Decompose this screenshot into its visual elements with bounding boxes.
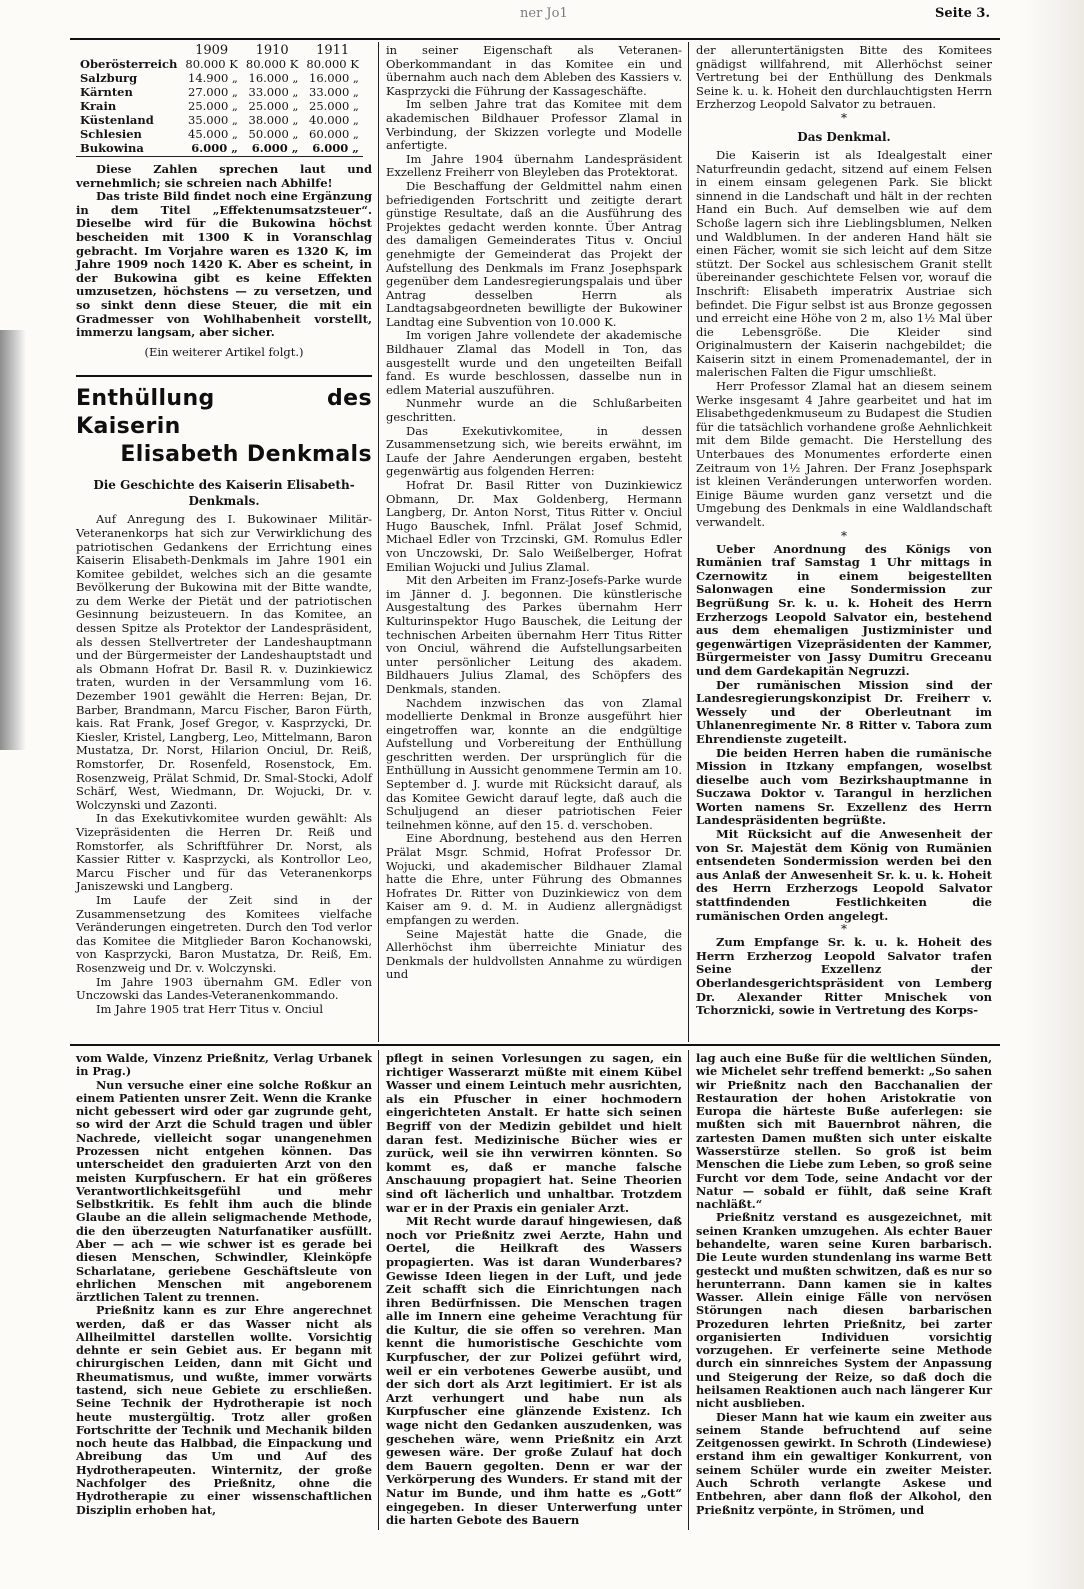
table-cell: Kärnten bbox=[80, 85, 133, 100]
paragraph: Die Kaiserin ist als Idealgestalt einer Naturfreundin gedacht, sitzend auf einem Felsen in einem einsam gelegenen Park. Sie blickt sinnend in die Landschaft und hält in der rechten Hand ein Buch. Auf demselben wie auf dem Schoße lagern sich ihre Lieblingsblumen, Nelken und Waldblumen. In der anderen Hand hält sie einen Fächer, womit sie sich leicht auf dem Sitze stützt. Der Sockel aus schlesischem Granit stellt übereinander geschichtete Felsen vor, worauf die Inschrift: Elisabeth imperatrix Austriae sich befindet. Die Figur selbst ist aus Bronze gegossen und erreicht eine Höhe von 2 m, also 1½ Mal über die Lebensgröße. Die Kleider sind Originalmustern der Kaiserin nachgebildet; die Kaiserin sitzt in einem Promenademantel, der in malerischen Falten die Figur umschließt. bbox=[696, 147, 992, 380]
paragraph: Eine Abordnung, bestehend aus den Herren Prälat Msgr. Schmid, Hofrat Professor Dr. Wojucki, und akademischer Bildhauer Zlamal hatte die Ehre, unter Führung des Obmannes Hofrates Dr. Ritter von Duzinkiewicz von dem Kaiser am 9. d. M. in Audienz allergnädigst empfangen zu werden. bbox=[386, 831, 682, 927]
table-row bbox=[76, 72, 363, 86]
table-cell: 80.000 K bbox=[306, 57, 359, 72]
article-divider bbox=[76, 375, 372, 377]
paragraph: Ueber Anordnung des Königs von Rumänien traf Samstag 1 Uhr mittags in Czernowitz in einem beigestellten Salonwagen eine Sondermission zur Begrüßung Sr. k. u. k. Hoheit des Herrn Erzherzogs Leopold Salvator ein, bestehend aus dem ehemaligen Justizminister und gegenwärtigen Vizepräsidenten der Kammer, Bürgermeister von Jassy Dumitru Greceanu und dem Gardekapitän Negruzzi. bbox=[696, 541, 992, 678]
paragraph: in seiner Eigenschaft als Veteranen-Oberkommandant in das Komitee ein und übernahm auch nach dem Ableben des Kassiers v. Kasprzycki die Führung der Kassageschäfte. bbox=[386, 43, 682, 98]
paragraph: Herr Professor Zlamal hat an diesem seinem Werke insgesamt 4 Jahre gearbeitet und hat im Elisabethgedenkmuseum zu Budapest die Studien für die tatsächlich vorhandene große Aehnlichkeit mit dem Bilde gemacht. Die Herstellung des Unterbaues des Monumentes erforderte einen Zeitraum von 1½ Jahren. Der Franz Josephspark ist kleinen Veränderungen unterworfen worden. Einige Bäume wurden ganz versetzt und die Umgebung des Denkmals in eine Waldlandschaft verwandelt. bbox=[696, 379, 992, 529]
scan-shadow bbox=[0, 330, 26, 750]
top-rule bbox=[70, 38, 1000, 40]
headline-line-2: Elisabeth Denkmals bbox=[120, 442, 372, 468]
paragraph: Im Laufe der Zeit sind in der Zusammensetzung des Komitees vielfache Veränderungen eingetreten. Durch den Tod verlor das Komitee die Mitglieder Baron Kochanowski, von Kasprzycki, Baron Mustatza, Dr. Reiß, Em. Rosenzweig und Dr. v. Wolczynski. bbox=[76, 892, 372, 975]
subheadline: Die Geschichte des Kaiserin Elisabeth-Denkmals. bbox=[93, 478, 355, 509]
paragraph: Auf Anregung des I. Bukowinaer Militär-Veteranenkorps hat sich zur Verwirklichung des patriotischen Gedankens der Errichtung eines Kaiserin Elisabeth-Denkmals im Jahre 1901 ein Komitee gebildet, welches sich an die gesamte Bevölkerung der Bukowina mit der Bitte wandte, zu dem Werke der Pietät und der patriotischen Gesinnung beizusteuern. In das Komitee, an dessen Spitze als Protektor der Landespräsident, als dessen Stellvertreter der Landeshauptmann und der Bürgermeister der Landeshauptstadt und als Obmann Hofrat Dr. Basil R. v. Duzinkiewicz traten, wurden in der Versammlung vom 16. Dezember 1901 gewählt die Herren: Bejan, Dr. Barber, Brandmann, Marcu Fischer, Baron Fürth, kais. Rat Frank, Josef Gregor, v. Kasprzycki, Dr. Kiesler, Kristel, Langberg, Leo, Mittelmann, Baron Mustatza, Dr. Norst, Hilarion Onciul, Dr. Reiß, Romstorfer, Dr. Rosenfeld, Rosenstock, Em. Rosenzweig, Prälat Schmid, Dr. Smal-Stocki, Adolf Schärf, West, Wiedmann, Dr. Wojucki, Dr. v. Wolczynski und Zazonti. bbox=[76, 512, 372, 812]
paragraph: Mit den Arbeiten im Franz-Josefs-Parke wurde im Jänner d. J. begonnen. Die künstlerische Ausgestaltung des Parkes übernahm Herr Kulturinspektor Hugo Bauschek, die Leitung der technischen Arbeiten übernahm Herr Titus Ritter von Onciul, während die Aufstellungsarbeiten unter persönlicher Leitung des akadem. Bildhauers Julius Zlamal, des Schöpfers des Denkmals, standen. bbox=[386, 573, 682, 696]
paragraph: vom Walde, Vinzenz Prießnitz, Verlag Urbanek in Prag.) bbox=[76, 1051, 372, 1079]
table-cell: 16.000 „ bbox=[248, 71, 299, 86]
section-star: * bbox=[841, 528, 847, 543]
section-rule bbox=[70, 1044, 1000, 1046]
continuation-note: (Ein weiterer Artikel folgt.) bbox=[144, 344, 304, 359]
table-cell: Salzburg bbox=[80, 71, 138, 86]
paragraph: Mit Rücksicht auf die Anwesenheit der von Sr. Majestät dem König von Rumänien entsendeten Sondermission werden bei den aus Anlaß der Anwesenheit Sr. k. u. k. Hoheit des Herrn Erzherzogs Leopold Salvator stattfindenden Festlichkeiten die rumänischen Orden angelegt. bbox=[696, 827, 992, 923]
section-title: Das Denkmal. bbox=[797, 129, 891, 144]
paragraph: Prießnitz verstand es ausgezeichnet, mit seinen Kranken umzugehen. Als echter Bauer behandelte, waren seine Kuren barbarisch. Die Leute wurden stundenlang ins warme Bett gesteckt und mußten schwitzen, daß es nur so herunterrann. Dann kamen sie in kaltes Wasser. Allein einige Fälle von nervösen Störungen nach diesen barbarischen Prozeduren lehrten Prießnitz, bei zarter organisierten Individuen vorsichtig vorzugehen. Er verfeinerte seine Methode durch ein sinnreiches System der Anpassung und Steigerung der Reize, so daß doch die heilsamen Reaktionen auch nach längerer Kur nicht ausblieben. bbox=[696, 1210, 992, 1411]
column-3 bbox=[696, 44, 992, 1018]
paragraph: Diese Zahlen sprechen laut und vernehmlich; sie schreien nach Abhilfe! bbox=[76, 162, 372, 190]
table-header-cell: 1911 bbox=[316, 43, 350, 59]
paragraph: Zum Empfange Sr. k. u. k. Hoheit des Herrn Erzherzog Leopold Salvator trafen Seine Exzellenz der Oberlandesgerichtspräsident von Lemberg Dr. Alexander Ritter Mnischek von Tchorznicki, sowie in Vertretung des Korps- bbox=[696, 935, 992, 1018]
paragraph: der alleruntertänigsten Bitte des Komitees gnädigst willfahrend, mit Allerhöchst seiner Vertretung bei der Enthüllung des Denkmals Seine k. u. k. Hoheit den durchlauchtigsten Herrn Erzherzog Leopold Salvator zu betrauen. bbox=[696, 43, 992, 112]
bottom-column-2 bbox=[386, 1052, 682, 1528]
paragraph: Mit Recht wurde darauf hingewiesen, daß noch vor Prießnitz zwei Aerzte, Hahn und Oertel, die Heilkraft des Wassers propagierten. Was ist daran Wunderbares? Gewisse Ideen liegen in der Luft, und jede Zeit schafft sich die Einrichtungen nach ihren Bedürfnissen. Die Menschen tragen alle im Innern eine geheime Verachtung für die Kultur, die sie offen so verehren. Man kennt die humoristische Geschichte vom Kurpfuscher, der zur Polizei geführt wird, weil er ein verbotenes Gewerbe ausübt, und der sich dort als Arzt legitimiert. Er ist als Arzt verhungert und habe nun als Kurpfuscher eine glänzende Existenz. Ich wage nicht den Gedanken auszudenken, was geschehen wäre, wenn Prießnitz ein Arzt gewesen wäre. Der große Zulauf hat doch dem Bauern gegolten. Denn er war der Verkörperung des Wunders. Er stand mit der Natur im Bunde, und ihm hatte es „Gott“ eingegeben. In dieser Unterwerfung unter die harten Gebote des Bauern bbox=[386, 1214, 682, 1528]
paragraph: Nun versuche einer eine solche Roßkur an einem Patienten unsrer Zeit. Wenn die Kranke nicht gebessert wird oder gar zugrunde geht, so wird der Arzt die Schuld tragen und übler Nachrede, vielleicht sogar unangenehmen Prozessen nicht entgehen können. Das unterscheidet den graduierten Arzt von den meisten Kurpfuschern. Er hat ein größeres Verantwortlichkeitsgefühl und mehr Selbstkritik. Es fehlt ihm auch die blinde Glaube an die allein seligmachende Methode, die den überzeugten Naturfanatiker ausfüllt. Aber — ach — wie schwer ist es gerade bei diesen Menschen, Schwindler, Kleinköpfe Scharlatane, geriebene Geschäftsleute von ehrlichen Menschen mit angeborenem ärztlichen Talent zu trennen. bbox=[76, 1077, 372, 1305]
paragraph: Dieser Mann hat wie kaum ein zweiter aus seinem Stande befruchtend auf seine Zeitgenossen gewirkt. In Schroth (Lindewiese) erstand ihm ein gewaltiger Konkurrent, von seinem Schüler wurde ein zweiter Meister. Auch Schroth verlangte Askese und Entbehren, aber dann floß der Alkohol, den Prießnitz verpönte, in Strömen, und bbox=[696, 1409, 992, 1517]
table-cell: Küstenland bbox=[80, 113, 154, 128]
table-row bbox=[76, 86, 363, 100]
bottom-column-3 bbox=[696, 1052, 992, 1517]
table-cell: 38.000 „ bbox=[248, 113, 299, 128]
table-row bbox=[76, 114, 363, 128]
table-cell: 35.000 „ bbox=[188, 113, 238, 128]
paragraph: Der rumänischen Mission sind der Landesregierungskonzipist Dr. Freiherr v. Wessely und der Oberleutnant im Uhlanenregimente Nr. 8 Ritter v. Tabora zum Ehrendienste zugeteilt. bbox=[696, 677, 992, 746]
table-row bbox=[76, 142, 363, 157]
column-rule-2 bbox=[688, 42, 689, 1042]
table-cell: 25.000 „ bbox=[188, 99, 238, 114]
paragraph: Das Exekutivkomitee, in dessen Zusammensetzung sich, wie bereits erwähnt, im Laufe der Jahre Aenderungen ergaben, besteht gegenwärtig aus folgenden Herren: bbox=[386, 423, 682, 479]
page-header bbox=[520, 6, 1000, 26]
table-header-cell: 1910 bbox=[255, 43, 289, 59]
paragraph: Prießnitz kann es zur Ehre angerechnet werden, daß er das Wasser nicht als Allheilmittel darstellen wollte. Vorsichtig dehnte er sein Gebiet aus. Er begann mit chirurgischen Leiden, dann mit Gicht und Rheumatismus, und wußte, immer vorwärts tastend, sich neue Gebiete zu erschließen. Seine Technik der Hydrotherapie ist noch heute mustergültig. Trotz aller großen Fortschritte der Technik und Mechanik bilden noch heute das Halbbad, die Einpackung und Abreibung das Um und Auf des Hydrotherapeuten. Winternitz, der große Nachfolger des Prießnitz, ohne die Hydrotherapie zu einer wissenschaftlichen Disziplin erhoben hat, bbox=[76, 1303, 372, 1517]
tax-table-header bbox=[76, 44, 363, 58]
paragraph: Nachdem inzwischen das von Zlamal modellierte Denkmal in Bronze ausgeführt hier eingetroffen war, konnte an die endgültige Aufstellung und Vorbereitung der Enthüllung geschritten werden. Der ursprünglich für die Enthüllung in Aussicht genommene Termin am 10. September d. J. wurde mit Rücksicht darauf, als das Komitee Gewicht darauf legte, daß auch die Schuljugend an dieser patriotischen Feier teilnehmen könne, auf den 15. d. verschoben. bbox=[386, 695, 682, 832]
column-rule-1 bbox=[378, 42, 379, 1042]
headline-line-1: Enthüllung des Kaiserin bbox=[76, 386, 372, 440]
paragraph: Im vorigen Jahre vollendete der akademische Bildhauer Zlamal das Modell in Ton, das ausgestellt wurde und den ungeteilten Beifall fand. Es wurde beschlossen, dasselbe nun in edlem Material auszuführen. bbox=[386, 328, 682, 397]
table-cell: 80.000 K bbox=[185, 57, 238, 72]
table-cell: Krain bbox=[80, 99, 117, 114]
tax-table bbox=[76, 44, 363, 157]
table-cell: 6.000 „ bbox=[312, 141, 359, 156]
table-cell: 16.000 „ bbox=[309, 71, 359, 86]
paragraph: Im selben Jahre trat das Komitee mit dem akademischen Bildhauer Professor Zlamal in Verbindung, der Skizzen vorlegte und Modelle anfertigte. bbox=[386, 97, 682, 153]
paragraph: Die beiden Herren haben die rumänische Mission in Itzkany empfangen, woselbst dieselbe auch vom Bezirkshauptmanne in Suczawa Doktor v. Tarangul in herzlichen Worten namens Sr. Exzellenz des Herrn Landespräsidenten begrüßte. bbox=[696, 745, 992, 828]
paragraph: In das Exekutivkomitee wurden gewählt: Als Vizepräsidenten die Herren Dr. Reiß und Romstorfer, als Schriftführer Dr. Norst, als Kassier Ritter v. Kasprzycki, als Kontrollor Leo, Marcu Fischer und für das Veteranenkorps Janiszewski und Langberg. bbox=[76, 811, 372, 894]
table-cell: 25.000 „ bbox=[248, 99, 299, 114]
table-cell: 6.000 „ bbox=[251, 141, 299, 156]
paragraph: Die Beschaffung der Geldmittel nahm einen befriedigenden Fortschritt und zeitigte derart günstige Resultate, daß an die Ausführung des Projektes gedacht werden konnte. Über Antrag des damaligen Gemeinderates Titus v. Onciul genehmigte der Gemeinderat das Projekt der Aufstellung des Denkmals im Franz Josephspark gegenüber dem Landesregierungspalais und über Antrag desselben Herrn als Landtagsabgeordneten bewilligte der Bukowiner Landtag eine Subvention von 10.000 K. bbox=[386, 178, 682, 329]
paragraph: pflegt in seinen Vorlesungen zu sagen, ein richtiger Wasserarzt müßte mit einem Kübel Wasser und einem Leintuch mehr ausrichten, als ein Pfuscher in einer hochmodern eingerichteten Anstalt. Er hatte sich seinen Begriff von der Medizin gebildet und hielt daran fest. Medizinische Bücher wies er zurück, weil sie ihn verwirren könnten. So kommt es, daß er manche falsche Anschauung propagiert hat. Seine Theorien sind oft lächerlich und unhaltbar. Trotzdem war er in der Praxis ein genialer Arzt. bbox=[386, 1051, 682, 1215]
table-header-cell bbox=[76, 44, 181, 58]
table-cell: 60.000 „ bbox=[309, 127, 359, 142]
page-number: Seite 3. bbox=[935, 6, 990, 21]
paragraph: Im Jahre 1903 übernahm GM. Edler von Unczowski das Landes-Veteranenkommando. bbox=[76, 974, 372, 1003]
paragraph: lag auch eine Buße für die weltlichen Sünden, wie Michelet sehr treffend bemerkt: „So sahen wir Prießnitz nach den Bacchanalien der Restauration der hohen Aristokratie von Europa die härteste Buße auferlegen: sie mußten sich mit Bauernbrot nähren, die zartesten Damen mußten sich unter eiskalte Wasserstürze stellen. So groß ist beim Menschen die Liebe zum Leben, so groß seine Furcht vor dem Tode, seine Andacht vor der Natur — sobald er fühlt, daß seine Kraft nachläßt.“ bbox=[696, 1051, 992, 1212]
page-edge bbox=[1024, 0, 1084, 1589]
table-cell: 6.000 „ bbox=[191, 141, 238, 156]
table-cell: 45.000 „ bbox=[188, 127, 238, 142]
table-cell: 33.000 „ bbox=[309, 85, 359, 100]
paragraph: Im Jahre 1905 trat Herr Titus v. Onciul bbox=[96, 1001, 324, 1016]
column-1 bbox=[76, 44, 372, 1016]
table-cell: 80.000 K bbox=[245, 57, 299, 72]
table-header-cell: 1909 bbox=[195, 43, 229, 59]
table-cell: 33.000 „ bbox=[248, 85, 299, 100]
table-cell: 27.000 „ bbox=[188, 85, 238, 100]
table-cell: Bukowina bbox=[80, 141, 144, 156]
table-row bbox=[76, 58, 363, 72]
paragraph: Im Jahre 1904 übernahm Landespräsident Exzellenz Freiherr von Bleyleben das Protektorat. bbox=[386, 151, 682, 180]
bottom-column-1 bbox=[76, 1052, 372, 1517]
paragraph: Das triste Bild findet noch eine Ergänzung in dem Titel „Effektenumsatzsteuer“. Dieselbe wird für die Bukowina höchst bescheiden mit 1300 K in Voranschlag gebracht. Im Vorjahre waren es 1320 K, im Jahre 1909 noch 1420 K. Aber es scheint, in der Bukowina gibt es keine Effekten umzusetzen, höchstens — zu versetzen, und so sinkt denn diese Steuer, die mit ein Gradmesser von Wohlhabenheit vorstellt, immerzu langsam, aber sicher. bbox=[76, 189, 372, 340]
table-cell: 40.000 „ bbox=[309, 113, 359, 128]
column-2 bbox=[386, 44, 682, 982]
table-cell: 50.000 „ bbox=[248, 127, 299, 142]
header-fragment: ner Jo1 bbox=[520, 6, 568, 21]
section-star: * bbox=[841, 110, 847, 125]
column-rule-4 bbox=[688, 1050, 689, 1530]
table-cell: Schlesien bbox=[80, 127, 142, 142]
column-rule-3 bbox=[378, 1050, 379, 1530]
table-cell: 14.900 „ bbox=[188, 71, 238, 86]
section-star: * bbox=[841, 922, 847, 937]
table-row bbox=[76, 128, 363, 142]
paragraph: Seine Majestät hatte die Gnade, die Allerhöchst ihm überreichte Miniatur des Denkmals der huldvollsten Annahme zu würdigen und bbox=[386, 926, 682, 982]
table-row bbox=[76, 100, 363, 114]
paragraph: Nunmehr wurde an die Schlußarbeiten geschritten. bbox=[386, 396, 682, 425]
paragraph: Hofrat Dr. Basil Ritter von Duzinkiewicz Obmann, Dr. Max Goldenberg, Hermann Langberg, Dr. Anton Norst, Titus Ritter v. Onciul Hugo Bauschek, Infnl. Prälat Josef Schmid, Michael Edler von Trzcinski, GM. Romulus Edler von Unczowski, Dr. Salo Weißelberger, Hofrat Emilian Wojucki und Julius Zlamal. bbox=[386, 478, 682, 574]
table-cell: Oberösterreich bbox=[80, 57, 178, 72]
table-cell: 25.000 „ bbox=[309, 99, 359, 114]
